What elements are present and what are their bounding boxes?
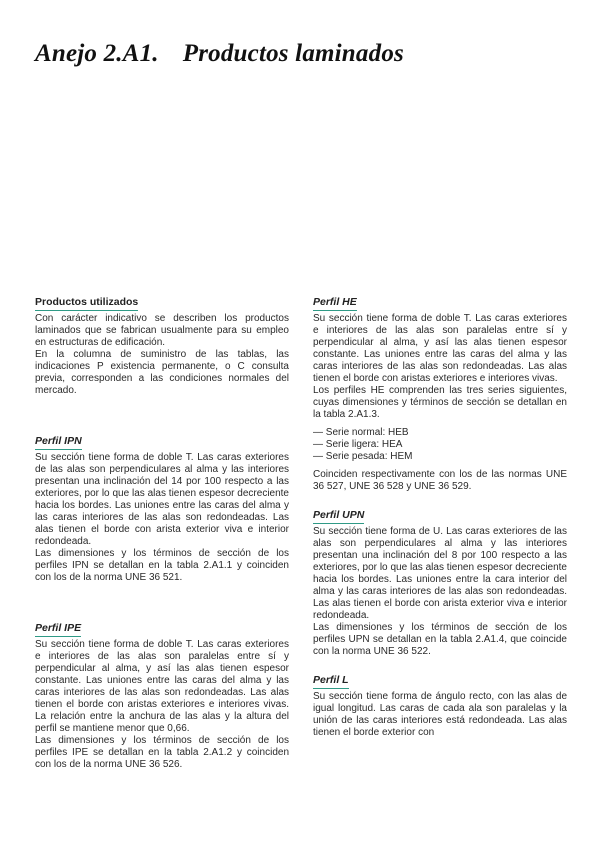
section-heading: Perfil HE [313,296,357,311]
left-column [35,292,289,771]
right-column [313,292,567,739]
paragraph: Su sección tiene forma de doble T. Las caras exteriores e interiores de las alas son paralelas entre sí y perpendicular al alma, y así las alas tienen espesor constante. Las uniones entre las caras del alma y las caras interiores de las alas son redondeadas. Las alas tienen el borde con aristas exteriores e interiores vivas. [313,313,567,384]
paragraph: Su sección tiene forma de ángulo recto, con las alas de igual longitud. Las caras de cada ala son paralelas y la unión de las caras interiores está redondeada. Las alas tienen el borde exterior con [313,691,567,738]
section-heading: Perfil L [313,674,349,689]
section-heading: Productos utilizados [35,296,138,311]
paragraph: Coinciden respectivamente con los de las normas UNE 36 527, UNE 36 528 y UNE 36 529. [313,469,567,492]
page-title [35,40,404,68]
section-perfil-he [313,292,567,493]
section-perfil-ipe [35,618,289,771]
paragraph: Con carácter indicativo se describen los productos laminados que se fabrican usualmente para su empleo en estructuras de edificación. [35,313,289,348]
paragraph: Los perfiles HE comprenden las tres series siguientes, cuyas dimensiones y términos de sección se detallan en la tabla 2.A1.3. [313,385,567,420]
paragraph: Su sección tiene forma de U. Las caras exteriores de las alas son perpendiculares al alma y las interiores presentan una inclinación del 8 por 100 respecto a las exteriores, por lo que las alas tienen espesor decreciente hacia los bordes. Las uniones entre la cara interior del alma y las caras interiores de las alas son redondeadas. Las alas tienen el borde con arista exterior viva e interior redondeada. [313,526,567,621]
paragraph: Su sección tiene forma de doble T. Las caras exteriores e interiores de las alas son paralelas entre sí y perpendicular al alma, y así las alas tienen espesor constante. Las uniones entre las caras del alma y las caras interiores de las alas son redondeadas. Las alas tienen el borde con aristas exteriores e interiores vivas. La relación entre la anchura de las alas y la altura del perfil se mantiene menor que 0,66. [35,639,289,734]
series-list [313,427,567,463]
section-productos-utilizados [35,292,289,397]
paragraph: Las dimensiones y los términos de sección de los perfiles IPN se detallan en la tabla 2.A1.1 y coinciden con los de la norma UNE 36 521. [35,548,289,583]
section-perfil-upn [313,505,567,658]
section-heading: Perfil IPE [35,622,81,637]
paragraph: Las dimensiones y los términos de sección de los perfiles UPN se detallan en la tabla 2.A1.4, que coincide con la norma UNE 36 522. [313,622,567,657]
list-item: — Serie normal: HEB [313,427,567,439]
annex-number: Anejo 2.A1. [35,40,159,67]
paragraph: En la columna de suministro de las tablas, las indicaciones P existencia permanente, o C consulta previa, corresponden a las condiciones normales del mercado. [35,349,289,396]
section-perfil-ipn [35,431,289,584]
paragraph: Su sección tiene forma de doble T. Las caras exteriores de las alas son perpendiculares al alma y las interiores presentan una inclinación del 14 por 100 respecto a las exteriores, por lo que las alas tienen espesor decreciente hacia los bordes. Las uniones entre las caras del alma y las caras interiores de las alas son redondeadas. Las alas tienen el borde con arista exterior viva e interior redondeada. [35,452,289,547]
list-item: — Serie ligera: HEA [313,439,567,451]
section-perfil-l [313,670,567,739]
section-heading: Perfil IPN [35,435,82,450]
section-heading: Perfil UPN [313,509,364,524]
list-item: — Serie pesada: HEM [313,451,567,463]
annex-title: Productos laminados [182,40,404,67]
paragraph: Las dimensiones y los términos de sección de los perfiles IPE se detallan en la tabla 2.A1.2 y coinciden con los de la norma UNE 36 526. [35,735,289,770]
